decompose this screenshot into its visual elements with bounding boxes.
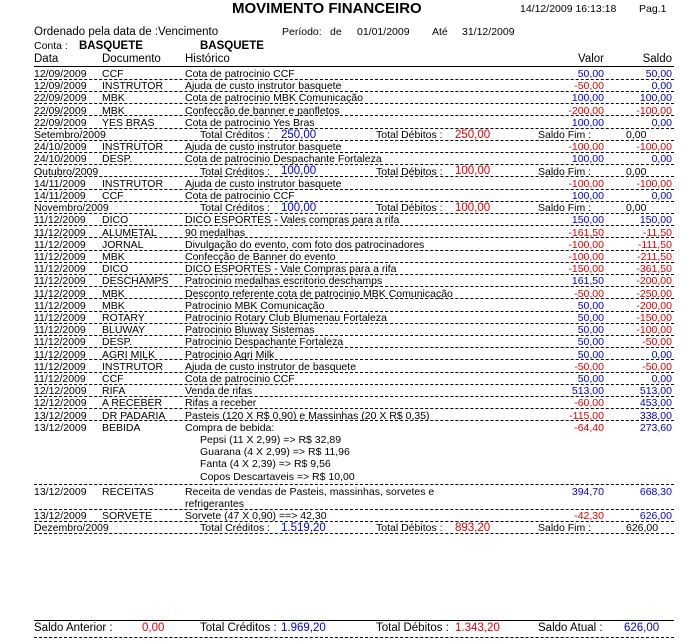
row-date: 12/12/2009: [34, 397, 87, 410]
row-historico: Cota de patrocinio CCF: [185, 373, 295, 385]
row-saldo: -11,50: [643, 226, 672, 239]
row-saldo: 453,00: [639, 397, 672, 410]
row-documento: DR PADARIA: [102, 409, 166, 422]
month-saldo-fim-label: Saldo Fim :: [538, 165, 592, 178]
row-historico: Patrocinio Agri Milk: [185, 348, 275, 361]
row-saldo: -100,00: [636, 141, 672, 154]
month-total-debitos-label: Total Débitos :: [376, 129, 443, 141]
month-saldo-fim-value: 0,00: [626, 202, 647, 215]
month-summary-label: Dezembro/2009: [34, 522, 109, 535]
row-date: 11/12/2009: [34, 312, 86, 324]
month-saldo-fim-label: Saldo Fim :: [538, 129, 592, 141]
row-historico: Pasteis (120 X R$ 0,90) e Massinhas (20 X R$ 0,35): [185, 409, 430, 422]
conta-name: BASQUETE: [200, 40, 264, 52]
period-ate: Até: [432, 26, 448, 38]
row-saldo: 273,60: [639, 421, 672, 434]
row-date: 11/12/2009: [34, 275, 86, 288]
row-historico: Confecção de Banner do evento: [185, 251, 336, 263]
row-documento: RECEITAS: [102, 485, 154, 498]
row-saldo: 0,00: [651, 373, 672, 385]
row-valor: -42,30: [574, 510, 604, 523]
row-saldo: -200,00: [636, 275, 672, 288]
row-documento: RIFA: [102, 385, 126, 398]
row-historico: Cota de patrocinio CCF: [185, 190, 295, 202]
row-date: 11/12/2009: [34, 324, 86, 337]
row-date: 11/12/2009: [34, 373, 86, 385]
col-header-saldo: Saldo: [642, 53, 672, 65]
row-historico: Rifas a receber: [185, 397, 257, 410]
row-documento: CCF: [102, 190, 124, 202]
row-historico: Patrocinio MBK Comunicação: [185, 299, 325, 312]
row-historico: Cota de patrocinio Yes Bras: [185, 116, 315, 129]
row-date: 11/12/2009: [34, 287, 86, 300]
row-historico-line: Fanta (4 X 2,39) => R$ 9,56: [200, 458, 331, 471]
row-saldo: -150,00: [636, 312, 672, 324]
row-valor: 50,00: [577, 299, 604, 312]
row-date: 14/11/2009: [34, 177, 86, 190]
row-valor: 100,00: [571, 92, 604, 105]
row-valor: -200,00: [568, 104, 604, 117]
month-total-debitos-value: 250,00: [455, 128, 491, 141]
row-saldo: -100,00: [636, 177, 672, 190]
month-total-creditos-label: Total Créditos :: [200, 165, 271, 178]
row-saldo: 668,30: [639, 485, 672, 498]
row-documento: MBK: [102, 92, 125, 105]
row-valor: -161,50: [568, 226, 604, 239]
month-total-debitos-value: 100,00: [455, 165, 491, 178]
row-documento: MBK: [102, 299, 125, 312]
row-date: 11/12/2009: [34, 238, 86, 251]
saldo-atual-value: 626,00: [624, 622, 660, 634]
month-total-creditos-value: 100,00: [281, 201, 317, 214]
row-valor: 50,00: [577, 348, 604, 361]
row-valor: -100,00: [568, 238, 604, 251]
row-historico: Patrocinio Bluway Sistemas: [185, 324, 315, 337]
row-documento: ROTARY: [102, 312, 145, 324]
header-rule: [34, 66, 674, 67]
row-historico: Cota de patrocinio CCF: [185, 68, 295, 80]
row-valor: -100,00: [568, 177, 604, 190]
row-historico: Ajuda de custo instrutor basquete: [185, 80, 342, 93]
row-saldo: -111,50: [637, 238, 672, 251]
footer-rule: [34, 620, 674, 621]
row-date: 11/12/2009: [34, 214, 86, 227]
month-saldo-fim-value: 0,00: [626, 165, 647, 178]
month-saldo-fim-value: 0,00: [626, 129, 647, 141]
row-historico: Sorvete (47 X 0,90) ==> 42,30: [185, 510, 327, 523]
month-saldo-fim-value: 626,00: [626, 522, 659, 535]
row-date: 12/12/2009: [34, 385, 87, 398]
row-saldo: -50,00: [642, 360, 672, 373]
footer-total-debitos-value: 1.343,20: [455, 622, 500, 634]
row-valor: 50,00: [577, 373, 604, 385]
row-date: 12/09/2009: [34, 68, 87, 80]
month-summary-label: Novembro/2009: [34, 202, 109, 215]
row-saldo: 0,00: [651, 116, 672, 129]
row-valor: -115,00: [569, 409, 604, 422]
row-saldo: 50,00: [645, 68, 672, 80]
month-total-creditos-label: Total Créditos :: [200, 129, 271, 141]
footer-bottom-rule: [34, 637, 674, 638]
row-date: 11/12/2009: [34, 336, 86, 349]
row-valor: 161,50: [571, 275, 604, 288]
row-historico: Patrocinio medalhas escritorio deschamps: [185, 275, 383, 288]
saldo-anterior-value: 0,00: [142, 622, 165, 634]
row-valor: 150,00: [571, 214, 604, 227]
row-date: 11/12/2009: [34, 348, 86, 361]
row-date: 11/12/2009: [34, 251, 86, 263]
col-header-data: Data: [34, 53, 59, 65]
col-header-valor: Valor: [578, 53, 604, 65]
row-saldo: -200,00: [636, 299, 672, 312]
row-historico: Patrocinio Despachante Fortaleza: [185, 336, 344, 349]
row-date: 13/12/2009: [34, 421, 87, 434]
saldo-anterior-label: Saldo Anterior :: [34, 622, 113, 634]
row-documento: DICO: [102, 214, 129, 227]
row-valor: -50,00: [574, 287, 604, 300]
row-date: 13/12/2009: [34, 510, 87, 523]
row-documento: JORNAL: [102, 238, 144, 251]
month-total-debitos-label: Total Débitos :: [376, 165, 443, 178]
row-documento: INSTRUTOR: [102, 141, 164, 154]
row-date: 12/09/2009: [34, 80, 87, 93]
month-total-creditos-value: 250,00: [281, 128, 317, 141]
month-total-creditos-label: Total Créditos :: [200, 522, 271, 535]
month-summary-label: Outubro/2009: [34, 165, 99, 178]
row-saldo: 338,00: [639, 409, 672, 422]
row-documento: DESP.: [102, 336, 133, 349]
row-historico: Ajuda de custo instrutor basquete: [185, 177, 342, 190]
col-header-documento: Documento: [102, 53, 161, 65]
row-documento: A RECEBER: [102, 397, 163, 410]
row-saldo: -361,50: [636, 263, 672, 276]
row-historico: Ajuda de custo instrutor de basquete: [185, 360, 357, 373]
row-valor: 100,00: [571, 190, 604, 202]
row-date: 11/12/2009: [34, 299, 86, 312]
col-header-historico: Histórico: [185, 53, 230, 65]
row-date: 13/12/2009: [34, 485, 87, 498]
row-documento: CCF: [102, 68, 124, 80]
month-total-creditos-value: 1.519,20: [281, 521, 326, 534]
row-documento: MBK: [102, 287, 125, 300]
row-documento: INSTRUTOR: [102, 177, 164, 190]
row-documento: MBK: [102, 104, 125, 117]
row-date: 11/12/2009: [34, 226, 86, 239]
row-saldo: 0,00: [651, 153, 672, 166]
row-date: 14/11/2009: [34, 190, 86, 202]
footer-total-creditos-label: Total Créditos :: [200, 622, 277, 634]
row-date: 11/12/2009: [34, 360, 86, 373]
row-valor: 50,00: [577, 312, 604, 324]
row-valor: -64,40: [574, 421, 604, 434]
row-historico-line: Guarana (4 X 2,99) => R$ 11,96: [200, 446, 350, 459]
row-saldo: 513,00: [639, 385, 672, 398]
row-saldo: -100,00: [636, 104, 672, 117]
row-historico: Cota de patrocinio Despachante Fortaleza: [185, 153, 382, 166]
row-historico-line: Pepsi (11 X 2,99) => R$ 32,89: [200, 434, 342, 446]
month-total-debitos-label: Total Débitos :: [376, 202, 443, 215]
row-valor: 50,00: [577, 68, 604, 80]
row-saldo: -100,00: [636, 324, 672, 337]
row-documento: MBK: [102, 251, 125, 263]
row-date: 11/12/2009: [34, 263, 86, 276]
row-historico: Confecção de banner e panfletos: [185, 104, 340, 117]
row-date: 22/09/2009: [34, 104, 87, 117]
report-title: MOVIMENTO FINANCEIRO: [232, 0, 422, 17]
row-saldo: 626,00: [639, 510, 672, 523]
row-documento: YES BRAS: [102, 116, 155, 129]
month-total-creditos-label: Total Créditos :: [200, 202, 271, 215]
month-summary-label: Setembro/2009: [34, 129, 106, 141]
row-date: 24/10/2009: [34, 153, 87, 166]
row-saldo: -250,00: [636, 287, 672, 300]
period-de: de: [330, 26, 342, 38]
row-saldo: 100,00: [639, 92, 672, 105]
row-historico: Cota de patrocinio MBK Comunicação: [185, 92, 364, 105]
row-valor: -60,00: [574, 397, 604, 410]
row-separator: [34, 533, 674, 534]
print-datetime: 14/12/2009 16:13:18: [520, 3, 617, 15]
row-valor: -100,00: [568, 251, 604, 263]
row-valor: 100,00: [571, 116, 604, 129]
row-date: 22/09/2009: [34, 116, 87, 129]
month-total-creditos-value: 100,00: [281, 165, 317, 178]
row-historico-line: refrigerantes: [185, 498, 244, 510]
month-total-debitos-value: 100,00: [455, 201, 491, 214]
row-valor: 50,00: [577, 336, 604, 349]
row-saldo: 0,00: [651, 348, 672, 361]
row-saldo: 0,00: [651, 80, 672, 93]
month-saldo-fim-label: Saldo Fim :: [538, 522, 592, 535]
row-historico: Divulgação do evento, com foto dos patrocinadores: [185, 238, 425, 251]
conta-code: BASQUETE: [79, 40, 143, 52]
row-historico: DICO ESPORTES - Vale Compras para a rifa: [185, 263, 397, 276]
row-documento: ALUMETAL: [102, 226, 157, 239]
row-date: 24/10/2009: [34, 141, 87, 154]
period-label: Período:: [282, 26, 322, 38]
row-saldo: -50,00: [642, 336, 672, 349]
row-valor: 394,70: [571, 485, 604, 498]
row-historico: Patrocinio Rotary Club Blumenau Fortaleza: [185, 312, 387, 324]
page-number: Pag.1: [639, 3, 667, 15]
row-valor: 50,00: [577, 324, 604, 337]
row-historico: Ajuda de custo instrutor basquete: [185, 141, 342, 154]
footer-total-creditos-value: 1.969,20: [281, 622, 326, 634]
row-valor: -150,00: [568, 263, 604, 276]
row-valor: -50,00: [574, 80, 604, 93]
row-documento: DICO: [102, 263, 129, 276]
row-documento: DESCHAMPS: [102, 275, 169, 288]
row-saldo: 0,00: [651, 190, 672, 202]
month-total-debitos-value: 893,20: [455, 521, 491, 534]
footer-total-debitos-label: Total Débitos :: [376, 622, 449, 634]
month-saldo-fim-label: Saldo Fim :: [538, 202, 592, 215]
row-valor: 100,00: [571, 153, 604, 166]
row-documento: BLUWAY: [102, 324, 146, 337]
row-historico: 90 medalhas: [185, 226, 246, 239]
row-documento: INSTRUTOR: [102, 80, 164, 93]
row-valor: -100,00: [568, 141, 604, 154]
row-valor: -50,00: [574, 360, 604, 373]
row-historico-line: Compra de bebida:: [185, 421, 275, 434]
row-historico-line: Copos Descartaveis => R$ 10,00: [200, 470, 355, 483]
row-date: 13/12/2009: [34, 409, 87, 422]
row-saldo: 150,00: [639, 214, 672, 227]
row-saldo: -211,50: [637, 251, 672, 263]
row-historico-line: Receita de vendas de Pasteis, massinhas, sorvetes e: [185, 485, 435, 498]
row-documento: INSTRUTOR: [102, 360, 164, 373]
period-start: 01/01/2009: [357, 26, 410, 38]
month-total-debitos-label: Total Débitos :: [376, 522, 443, 535]
row-documento: DESP.: [102, 153, 133, 166]
row-documento: BEBIDA: [102, 421, 141, 434]
row-valor: 513,00: [571, 385, 604, 398]
row-documento: SORVETE: [102, 510, 152, 523]
saldo-atual-label: Saldo Atual :: [538, 622, 603, 634]
ordered-by: Ordenado pela data de :Vencimento: [34, 26, 219, 38]
conta-label: Conta :: [34, 40, 68, 52]
row-documento: CCF: [102, 373, 124, 385]
row-historico: DICO ESPORTES - Vales compras para a rifa: [185, 214, 400, 227]
row-documento: AGRI MILK: [102, 348, 156, 361]
row-date: 22/09/2009: [34, 92, 87, 105]
row-historico: Venda de rifas: [185, 385, 253, 398]
period-end: 31/12/2009: [462, 26, 515, 38]
row-historico: Desconto referente cota de patrocinio MBK Comunicação: [185, 287, 453, 300]
